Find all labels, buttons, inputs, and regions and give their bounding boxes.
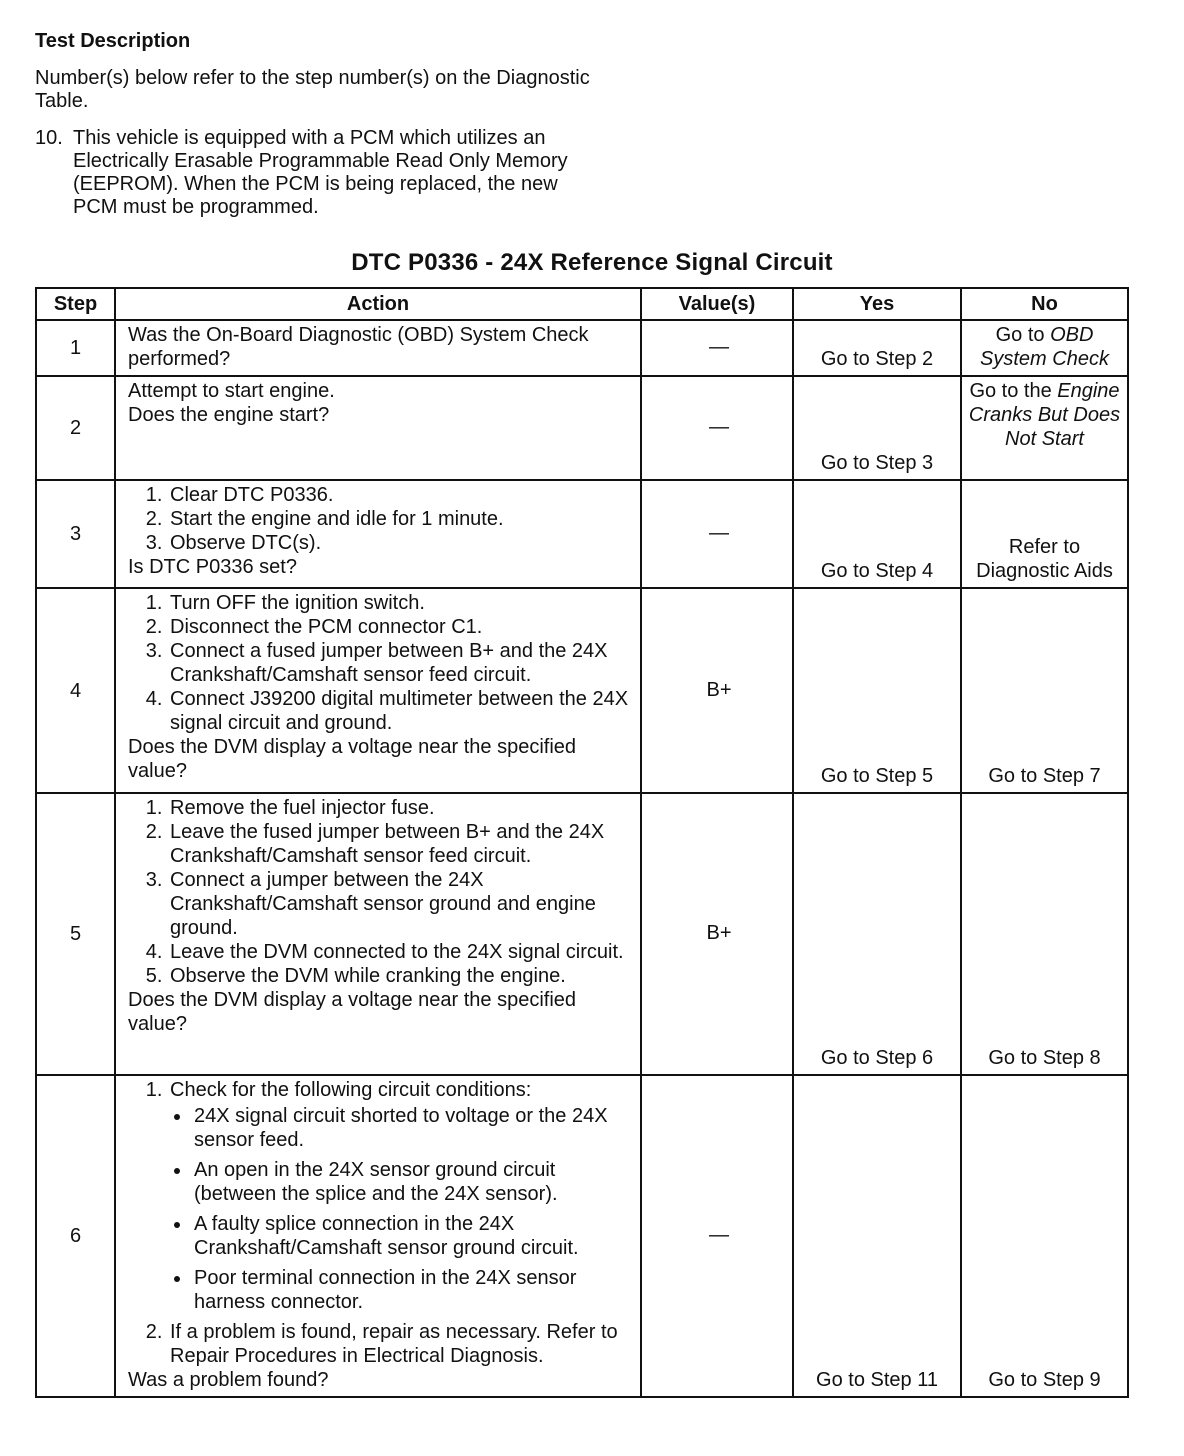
- action-step: 1. Clear DTC P0336.: [168, 483, 632, 507]
- header-step: Step: [36, 288, 115, 320]
- action-cell: [115, 793, 641, 1075]
- action-steps: [128, 591, 632, 735]
- header-no: No: [961, 288, 1128, 320]
- step-cell: 5: [36, 793, 115, 1075]
- table-row: [36, 376, 1128, 480]
- action-step: 4. Leave the DVM connected to the 24X signal circuit.: [168, 940, 632, 964]
- action-cell: [115, 1075, 641, 1397]
- yes-cell: Go to Step 2: [793, 320, 961, 376]
- action-step: 2. Disconnect the PCM connector C1.: [168, 615, 632, 639]
- action-cell: [115, 376, 641, 480]
- header-yes: Yes: [793, 288, 961, 320]
- value-cell: B+: [641, 793, 793, 1075]
- yes-cell: Go to Step 6: [793, 793, 961, 1075]
- action-question: Does the engine start?: [128, 404, 330, 426]
- note-10: [35, 127, 595, 219]
- action-step: 2. If a problem is found, repair as necessary. Refer to Repair Procedures in Electrical Diagnosis.: [168, 1320, 632, 1368]
- action-step: 4. Connect J39200 digital multimeter between the 24X signal circuit and ground.: [168, 687, 632, 735]
- action-intro: Attempt to start engine.: [128, 380, 335, 402]
- no-cell: Refer to Diagnostic Aids: [961, 480, 1128, 588]
- action-step: 1. Turn OFF the ignition switch.: [168, 591, 632, 615]
- action-step: 5. Observe the DVM while cranking the engine.: [168, 964, 632, 988]
- action-step: 3. Connect a fused jumper between B+ and the 24X Crankshaft/Camshaft sensor feed circuit.: [168, 639, 632, 687]
- action-step: 3. Observe DTC(s).: [168, 531, 632, 555]
- condition-item: • 24X signal circuit shorted to voltage or the 24X sensor feed.: [192, 1104, 632, 1152]
- value-cell: —: [641, 320, 793, 376]
- no-cell: Go to Step 7: [961, 588, 1128, 793]
- no-cell: Go to Step 9: [961, 1075, 1128, 1397]
- action-question: Was a problem found?: [128, 1369, 329, 1391]
- action-question: Does the DVM display a voltage near the specified value?: [128, 736, 577, 782]
- yes-cell: Go to Step 11: [793, 1075, 961, 1397]
- condition-item: • A faulty splice connection in the 24X Crankshaft/Camshaft sensor ground circuit.: [192, 1212, 632, 1260]
- value-cell: —: [641, 376, 793, 480]
- header-action: Action: [115, 288, 641, 320]
- table-header-row: [36, 288, 1128, 320]
- action-step: 3. Connect a jumper between the 24X Crankshaft/Camshaft sensor ground and engine ground.: [168, 868, 632, 940]
- step-cell: 3: [36, 480, 115, 588]
- condition-item: • Poor terminal connection in the 24X sensor harness connector.: [192, 1266, 632, 1314]
- no-italic-link: Engine Cranks But Does Not Start: [968, 380, 1121, 450]
- action-step-text: Check for the following circuit conditions:: [170, 1079, 532, 1101]
- value-cell: —: [641, 1075, 793, 1397]
- no-prefix: Go to: [995, 324, 1051, 346]
- step-cell: 4: [36, 588, 115, 793]
- table-row: [36, 1075, 1128, 1397]
- step-cell: 2: [36, 376, 115, 480]
- table-title: DTC P0336 - 24X Reference Signal Circuit: [351, 249, 833, 276]
- action-steps: [128, 483, 632, 555]
- value-cell: —: [641, 480, 793, 588]
- test-description: [35, 30, 595, 219]
- step-cell: 6: [36, 1075, 115, 1397]
- action-cell: [115, 588, 641, 793]
- no-cell: [961, 376, 1128, 480]
- condition-item: • An open in the 24X sensor ground circuit (between the splice and the 24X sensor).: [192, 1158, 632, 1206]
- table-row: [36, 793, 1128, 1075]
- note-number: 10.: [35, 127, 63, 149]
- test-description-heading: Test Description: [35, 30, 191, 52]
- step-cell: 1: [36, 320, 115, 376]
- action-step: 2. Leave the fused jumper between B+ and the 24X Crankshaft/Camshaft sensor feed circuit.: [168, 820, 632, 868]
- yes-cell: Go to Step 5: [793, 588, 961, 793]
- test-description-paragraph: Number(s) below refer to the step number(s) on the Diagnostic Table.: [35, 67, 590, 112]
- action-question: Was the On-Board Diagnostic (OBD) System Check performed?: [128, 324, 589, 370]
- action-cell: [115, 480, 641, 588]
- diagnostic-table: [35, 287, 1129, 1398]
- table-row: [36, 320, 1128, 376]
- action-question: Does the DVM display a voltage near the specified value?: [128, 989, 577, 1035]
- value-cell: B+: [641, 588, 793, 793]
- action-step: 1. Remove the fuel injector fuse.: [168, 796, 632, 820]
- no-prefix: Go to the: [969, 380, 1058, 402]
- yes-cell: Go to Step 3: [793, 376, 961, 480]
- no-cell: [961, 320, 1128, 376]
- table-row: [36, 480, 1128, 588]
- table-row: [36, 588, 1128, 793]
- no-italic-link: OBD System Check: [980, 324, 1109, 370]
- action-steps: [128, 796, 632, 988]
- no-cell: Go to Step 8: [961, 793, 1128, 1075]
- action-step: 2. Start the engine and idle for 1 minute.: [168, 507, 632, 531]
- note-text: This vehicle is equipped with a PCM which utilizes an Electrically Erasable Programmable Read Only Memory (EEPROM). When the PCM is being replaced, the new PCM must be programmed.: [73, 127, 568, 218]
- condition-list: [170, 1104, 632, 1314]
- action-cell: [115, 320, 641, 376]
- header-values: Value(s): [641, 288, 793, 320]
- action-steps: [128, 1078, 632, 1368]
- action-step: [168, 1078, 632, 1314]
- action-question: Is DTC P0336 set?: [128, 556, 297, 578]
- yes-cell: Go to Step 4: [793, 480, 961, 588]
